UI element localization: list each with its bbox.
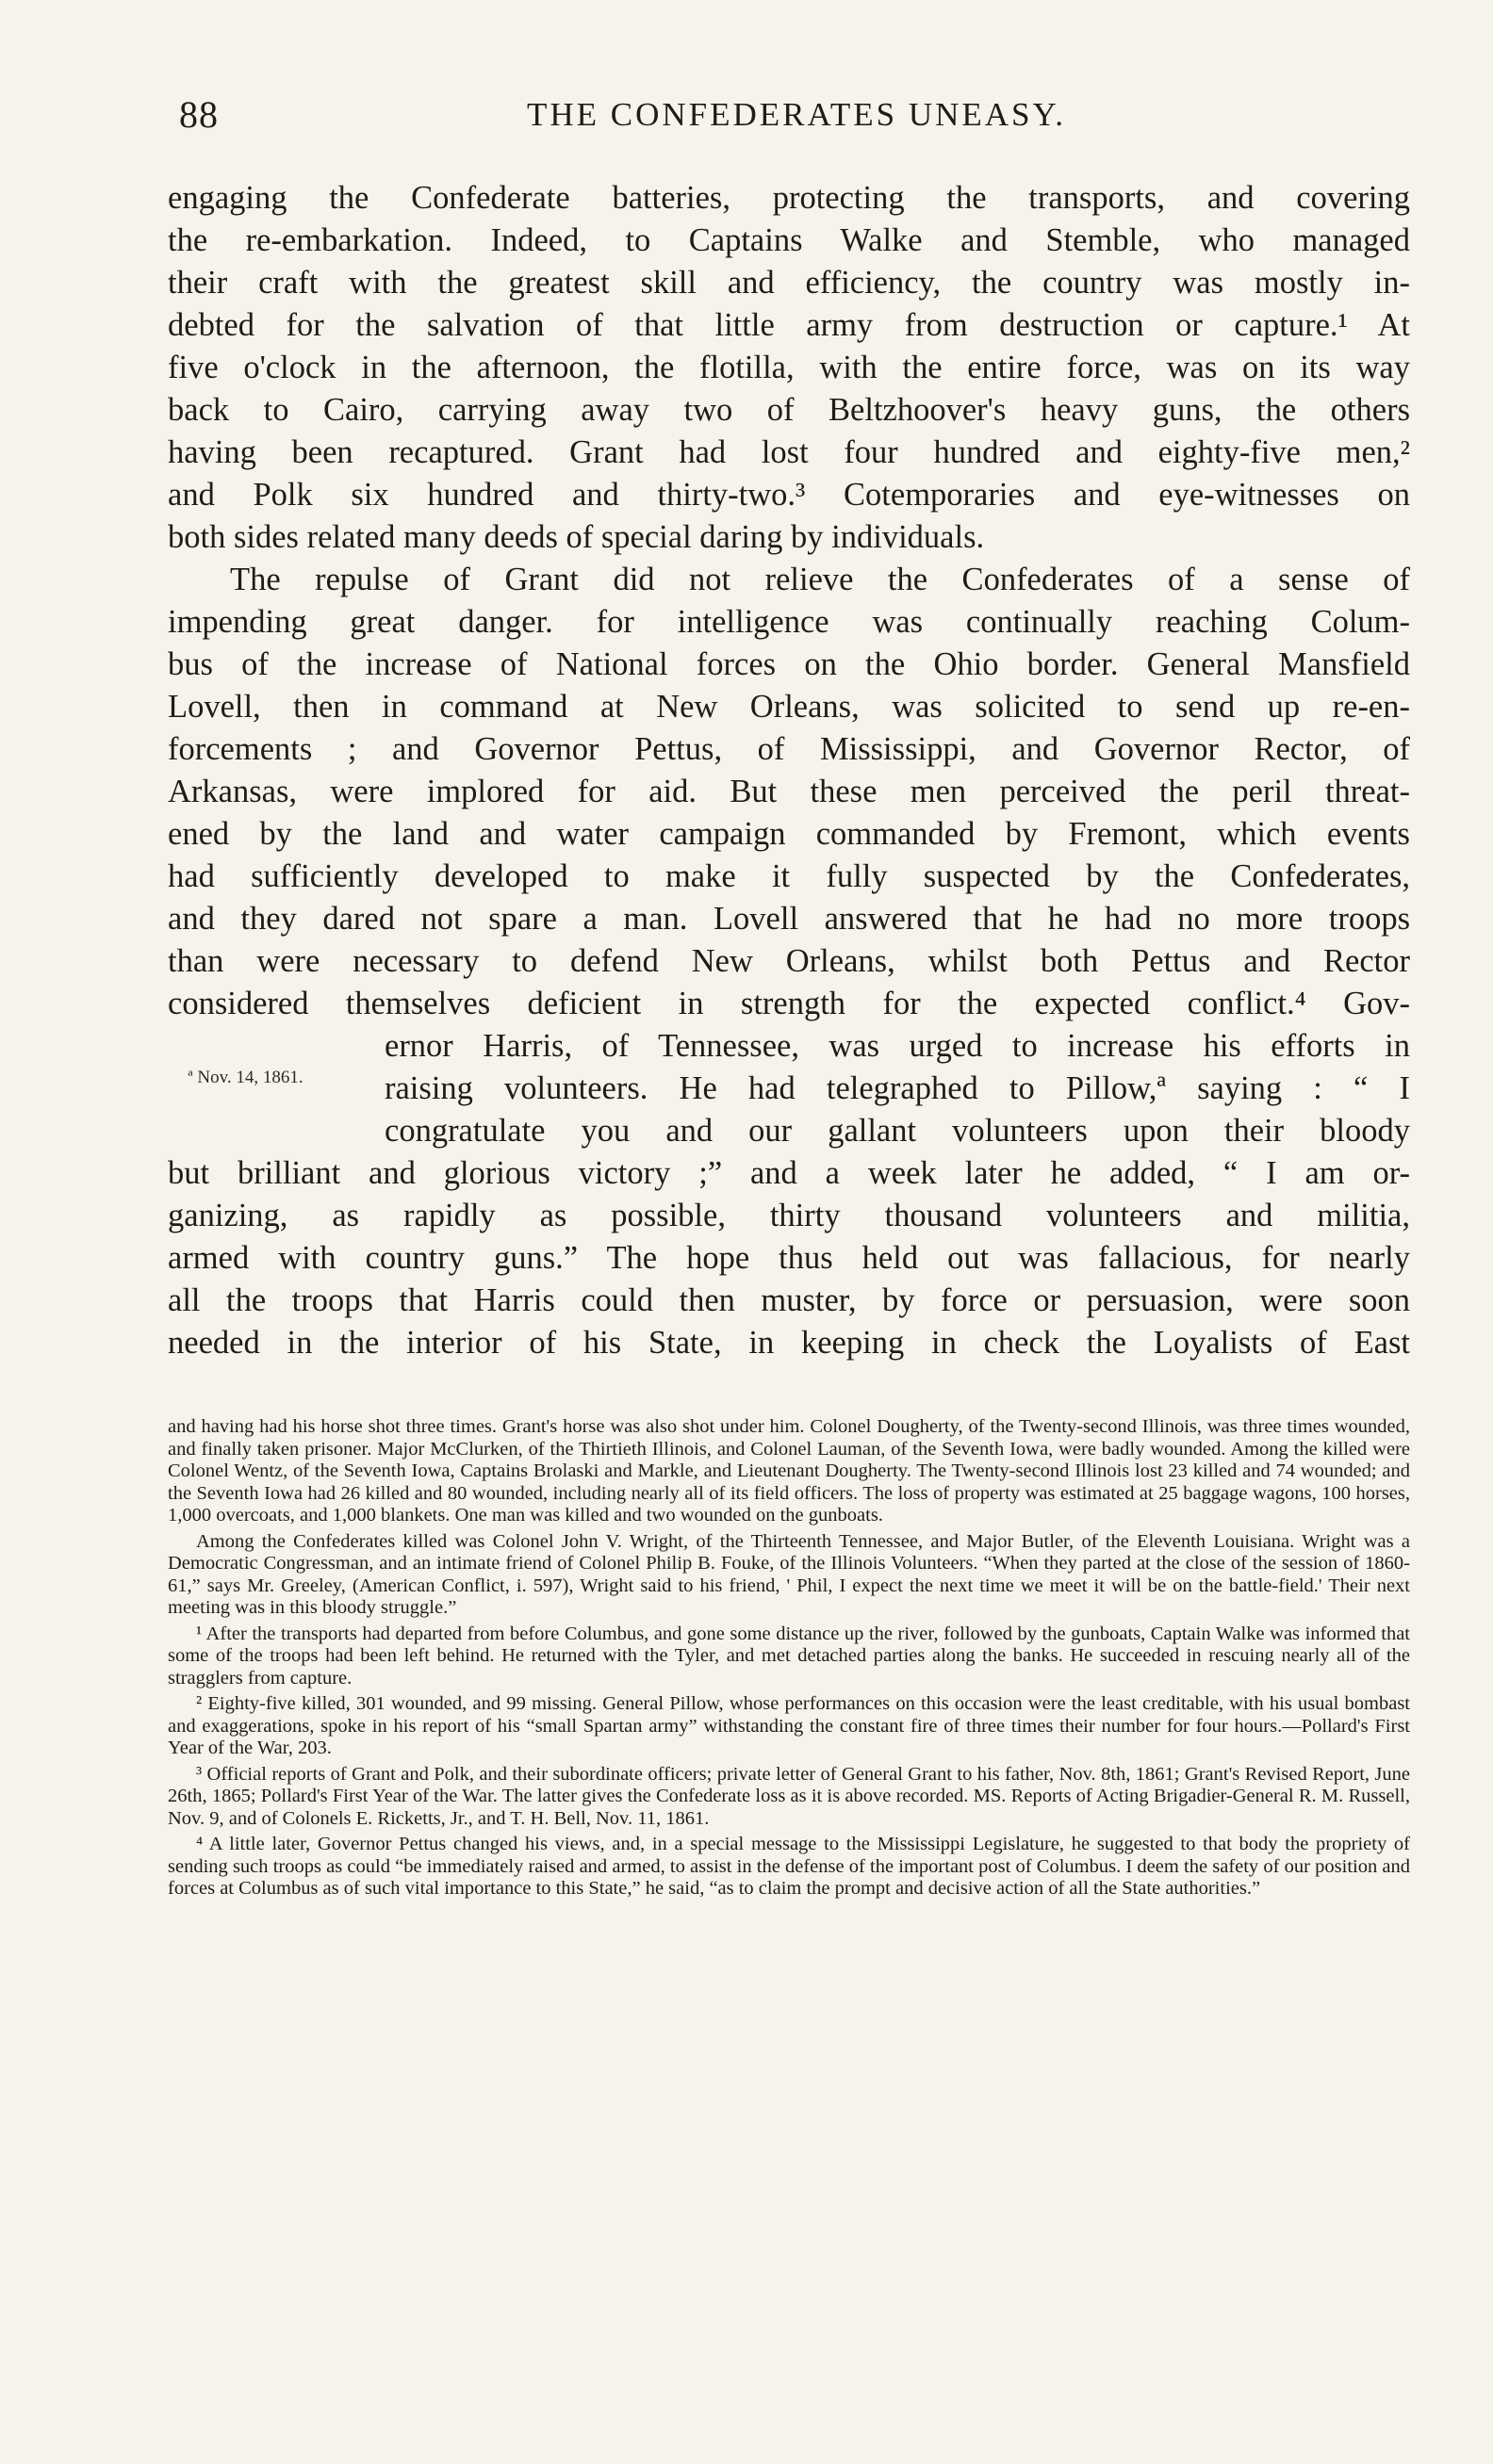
body-line: congratulate you and our gallant volunteers upon their bloody (385, 1113, 1410, 1149)
body-line: had sufficiently developed to make it fully suspected by the Confederates, (168, 858, 1410, 894)
running-head (179, 92, 1414, 139)
body-line: The repulse of Grant did not relieve the Confederates of a sense of (230, 562, 1410, 597)
body-line: Arkansas, were implored for aid. But these men perceived the peril threat- (168, 774, 1410, 809)
footnotes (168, 1416, 1410, 1904)
page-number: 88 (179, 93, 219, 136)
body-line: ganizing, as rapidly as possible, thirty thousand volunteers and militia, (168, 1198, 1410, 1233)
body-line: ernor Harris, of Tennessee, was urged to increase his efforts in (385, 1028, 1410, 1064)
body-line: having been recaptured. Grant had lost four hundred and eighty-five men,² (168, 434, 1410, 470)
body-line: but brilliant and glorious victory ;” and a week later he added, “ I am or- (168, 1155, 1410, 1191)
body-line: five o'clock in the afternoon, the flotilla, with the entire force, was on its way (168, 350, 1410, 385)
body-line: raising volunteers. He had telegraphed to Pillow,ª saying : “ I (385, 1070, 1410, 1106)
body-line: Lovell, then in command at New Orleans, was solicited to send up re-en- (168, 689, 1410, 725)
body-line: ened by the land and water campaign commanded by Fremont, which events (168, 816, 1410, 852)
body-line: debted for the salvation of that little army from destruction or capture.¹ At (168, 307, 1410, 343)
body-line: impending great danger. for intelligence was continually reaching Colum- (168, 604, 1410, 640)
body-line: bus of the increase of National forces on the Ohio border. General Mansfield (168, 646, 1410, 682)
body-line: and they dared not spare a man. Lovell answered that he had no more troops (168, 901, 1410, 937)
footnote-1: ¹ After the transports had departed from before Columbus, and gone some distance up the river, followed by the gunboats, Captain Walke was informed that some of the troops had been left behind. He returned with the Tyler, and met detached parties along the banks. He succeeded in rescuing nearly all of the stragglers from capture. (168, 1623, 1410, 1689)
body-line: their craft with the greatest skill and efficiency, the country was mostly in- (168, 265, 1410, 301)
body-line: needed in the interior of his State, in keeping in check the Loyalists of East (168, 1325, 1410, 1361)
body-line: both sides related many deeds of special daring by individuals. (168, 519, 985, 555)
main-text (168, 177, 1410, 1364)
body-line: and Polk six hundred and thirty-two.³ Cotemporaries and eye-witnesses on (168, 477, 1410, 513)
margin-row (168, 1068, 1410, 1110)
body-line: the re-embarkation. Indeed, to Captains Walke and Stemble, who managed (168, 222, 1410, 258)
body-line: all the troops that Harris could then muster, by force or persuasion, were soon (168, 1282, 1410, 1318)
footnote-4: ⁴ A little later, Governor Pettus changed his views, and, in a special message to the Mississippi Legislature, he suggested to that body the propriety of sending such troops as could “be immediately raised and armed, to assist in the defense of the important post of Columbus. I deem the safety of our position and forces at Columbus as of such vital importance to this State,” he said, “as to claim the prompt and decisive action of all the State authorities.” (168, 1834, 1410, 1899)
body-line: engaging the Confederate batteries, protecting the transports, and covering (168, 180, 1410, 216)
body-line: armed with country guns.” The hope thus held out was fallacious, for nearly (168, 1240, 1410, 1276)
margin-date-note: ª Nov. 14, 1861. (188, 1068, 304, 1087)
body-line: forcements ; and Governor Pettus, of Mississippi, and Governor Rector, of (168, 731, 1410, 767)
footnote-continuation: and having had his horse shot three times. Grant's horse was also shot under him. Colonel Dougherty, of the Twenty-second Illinois, was three times wounded, and finally taken prisoner. Major McClurken, of the Thirtieth Illinois, and Colonel Lauman, of the Seventh Iowa, were badly wounded. Among the killed were Colonel Wentz, of the Seventh Iowa, Captains Brolaski and Markle, and Lieutenant Dougherty. The Twenty-second Illinois lost 23 killed and 74 wounded; and the Seventh Iowa had 26 killed and 80 wounded, including nearly all of its field officers. The loss of property was estimated at 25 baggage wagons, 100 horses, 1,000 overcoats, and 1,000 blankets. One man was killed and two wounded on the gunboats. (168, 1416, 1410, 1526)
body-line: considered themselves deficient in strength for the expected conflict.⁴ Gov- (168, 986, 1410, 1021)
footnote-3: ³ Official reports of Grant and Polk, and their subordinate officers; private letter of General Grant to his father, Nov. 8th, 1861; Grant's Revised Report, June 26th, 1865; Pollard's First Year of the War. The latter gives the Confederate loss as it is above recorded. MS. Reports of Acting Brigadier-General R. M. Russell, Nov. 9, and of Colonels E. Ricketts, Jr., and T. H. Bell, Nov. 11, 1861. (168, 1763, 1410, 1829)
body-line: than were necessary to defend New Orleans, whilst both Pettus and Rector (168, 943, 1410, 979)
running-title: THE CONFEDERATES UNEASY. (526, 96, 1067, 133)
footnote-paragraph: Among the Confederates killed was Colonel John V. Wright, of the Thirteenth Tennessee, and Major Butler, of the Eleventh Louisiana. Wright was a Democratic Congressman, and an intimate friend of Colonel Philip B. Fouke, of the Illinois Volunteers. “When they parted at the close of the session of 1860-61,” says Mr. Greeley, (American Conflict, i. 597), Wright said to his friend, ' Phil, I expect the next time we meet it will be on the battle-field.' Their next meeting was in this bloody struggle.” (168, 1530, 1410, 1618)
body-line: back to Cairo, carrying away two of Beltzhoover's heavy guns, the others (168, 392, 1410, 428)
footnote-2: ² Eighty-five killed, 301 wounded, and 99 missing. General Pillow, whose performances on this occasion were the least creditable, with his usual bombast and exaggerations, spoke in his report of his “small Spartan army” withstanding the constant fire of three times their number for four hours.—Pollard's First Year of the War, 203. (168, 1693, 1410, 1758)
